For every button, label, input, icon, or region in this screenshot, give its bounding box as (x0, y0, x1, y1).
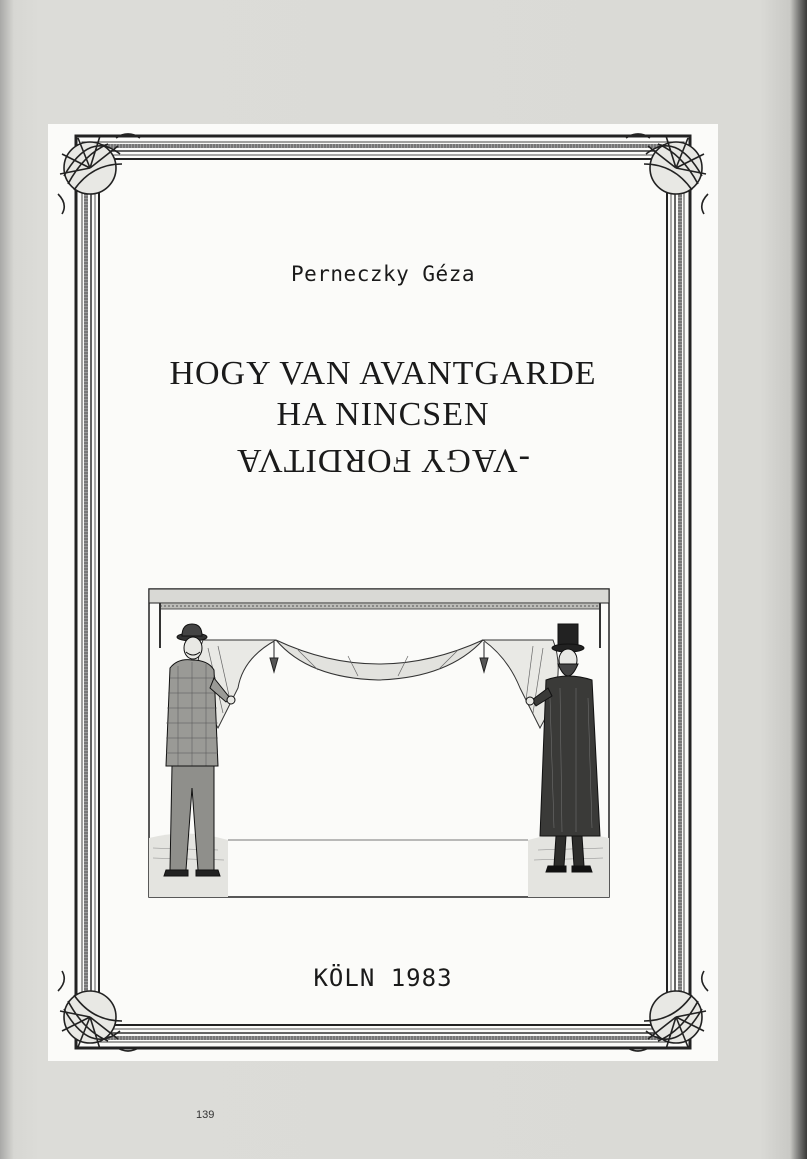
author-name: Perneczky Géza (290, 262, 475, 286)
stage-engraving (148, 588, 610, 900)
place-and-year: KÖLN 1983 (313, 964, 453, 992)
page-number: 139 (196, 1109, 215, 1121)
title-line-2: HA NINCSEN (276, 396, 490, 433)
title-line-1: HOGY VAN AVANTGARDE (169, 355, 597, 392)
title-plate (48, 124, 718, 1061)
title-line-3-upside-down: -VAGY FORDITVA (236, 442, 530, 479)
